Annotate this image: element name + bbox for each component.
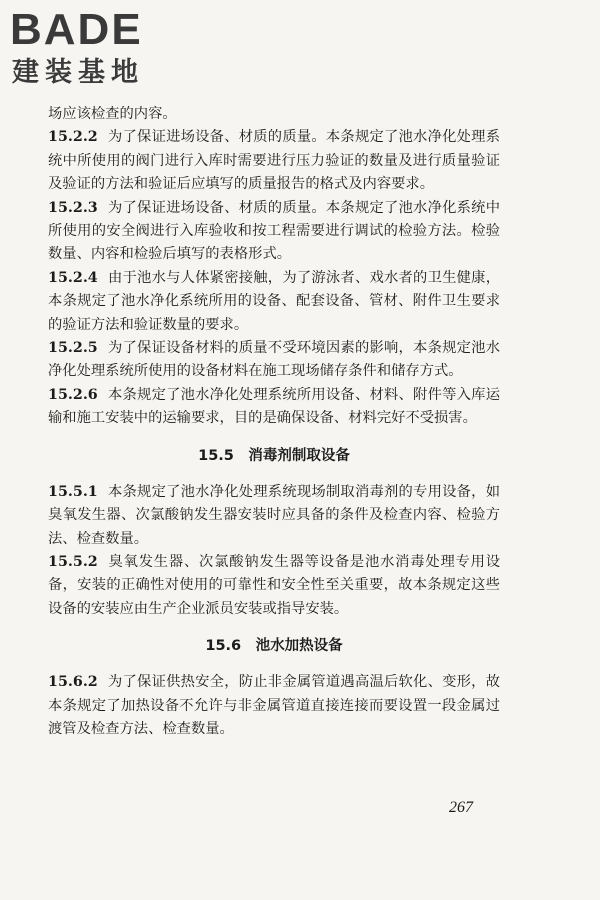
paragraph (48, 197, 500, 267)
clause-number: 15.2.4 (48, 269, 98, 286)
paragraph (48, 103, 500, 126)
page-number: 267 (449, 799, 473, 816)
paragraph-text: 为了保证设备材料的质量不受环境因素的影响，本条规定池水净化处理系统所使用的设备材料在施工现场储存条件和储存方式。 (48, 340, 500, 380)
logo (10, 5, 190, 88)
clause-number: 15.5.1 (48, 483, 98, 500)
paragraph-text: 为了保证进场设备、材质的质量。本条规定了池水净化处理系统中所使用的阀门进行入库时需要进行压力验证的数量及进行质量验证及验证的方法和验证后应填写的质量报告的格式及内容要求。 (48, 129, 500, 193)
clause-number: 15.6.2 (48, 674, 98, 691)
paragraph-text: 由于池水与人体紧密接触，为了游泳者、戏水者的卫生健康，本条规定了池水净化系统所用的设备、配套设备、管材、附件卫生要求的验证方法和验证数量的要求。 (48, 269, 500, 333)
paragraph-text: 臭氧发生器、次氯酸钠发生器等设备是池水消毒处理专用设备，安装的正确性对使用的可靠性和安全性至关重要，故本条规定这些设备的安装应由生产企业派员安装或指导安装。 (48, 553, 500, 617)
clause-number: 15.2.2 (48, 129, 98, 146)
paragraph-text: 本条规定了池水净化处理系统所用设备、材料、附件等入库运输和施工安装中的运输要求，目的是确保设备、材料完好不受损害。 (48, 386, 500, 427)
paragraph-text: 为了保证进场设备、材质的质量。本条规定了池水净化系统中所使用的安全阀进行入库验收和按工程需要进行调试的检验方法。检验数量、内容和检验后填写的表格形式。 (48, 199, 500, 263)
clause-number: 15.2.6 (48, 386, 98, 403)
paragraph-text: 本条规定了池水净化处理系统现场制取消毒剂的专用设备，如臭氧发生器、次氯酸钠发生器安装时应具备的条件及检查内容、检验方法、检查数量。 (48, 483, 500, 547)
paragraph (48, 267, 500, 337)
paragraph (48, 481, 500, 551)
section-15-5 (48, 481, 500, 621)
paragraph (48, 551, 500, 621)
section-heading-15-6: 15.6 池水加热设备 (205, 638, 343, 655)
section-15-6 (48, 671, 500, 741)
clause-number: 15.2.3 (48, 199, 98, 216)
document-body (48, 103, 500, 741)
section-15-2 (48, 103, 500, 431)
paragraph (48, 337, 500, 384)
logo-wordmark: BADE (10, 5, 143, 54)
paragraph (48, 384, 500, 431)
clause-number: 15.2.5 (48, 340, 98, 357)
section-heading-15-5: 15.5 消毒剂制取设备 (198, 447, 350, 464)
logo-subtitle: 建装基地 (12, 57, 144, 88)
paragraph-text: 场应该检查的内容。 (48, 106, 177, 122)
paragraph (48, 126, 500, 196)
paragraph-text: 为了保证供热安全，防止非金属管道遇高温后软化、变形，故本条规定了加热设备不允许与非金属管道直接连接而要设置一段金属过渡管及检查方法、检查数量。 (48, 674, 500, 737)
paragraph (48, 671, 500, 741)
clause-number: 15.5.2 (48, 553, 98, 570)
